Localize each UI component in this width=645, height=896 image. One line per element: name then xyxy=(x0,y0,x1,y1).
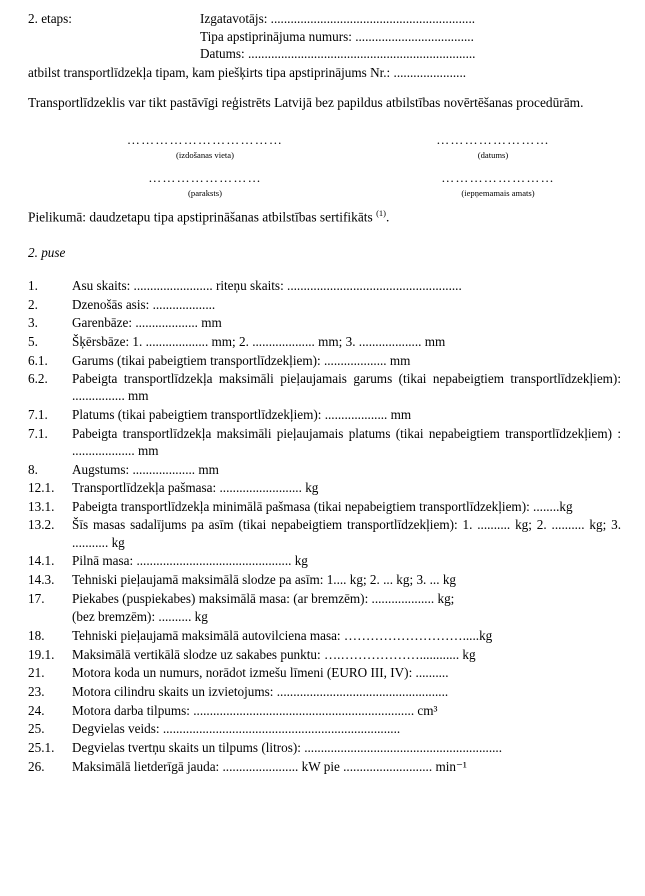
list-item xyxy=(28,406,621,423)
issue-place-dots: …………………………… xyxy=(126,131,284,147)
annex-text: Pielikumā: daudzetapu tipa apstiprināšanas atbilstības sertifikāts xyxy=(28,209,377,225)
item-text: Degvielas tvertņu skaits un tilpums (litros): ............................................................ xyxy=(72,739,503,755)
item-text: Pabeigta transportlīdzekļa maksimāli pieļaujamais platums (tikai nepabeigtiem transportlīdzekļiem) : ................... mm xyxy=(72,425,621,458)
item-number: 18. xyxy=(28,627,45,643)
item-number: 14.3. xyxy=(28,571,55,587)
issue-place-caption: (izdošanas vieta) xyxy=(176,149,234,160)
list-item xyxy=(28,461,621,478)
item-number: 3. xyxy=(28,315,38,331)
item-text: Pilnā masa: ............................................... kg xyxy=(72,553,308,569)
stage-fields xyxy=(200,10,621,63)
item-text: (bez bremzēm): .......... kg xyxy=(72,609,208,625)
item-number: 6.1. xyxy=(28,352,48,368)
list-item xyxy=(28,664,621,681)
list-item xyxy=(28,608,621,625)
item-text: Asu skaits: ........................ riteņu skaits: ..................................................... xyxy=(72,277,462,293)
item-text: Pabeigta transportlīdzekļa minimālā pašmasa (tikai nepabeigtiem transportlīdzekļiem): ........kg xyxy=(72,498,573,514)
conformity-line: atbilst transportlīdzekļa tipam, kam piešķirts tipa apstiprinājums Nr.: ...................... xyxy=(28,65,467,81)
list-item xyxy=(28,425,621,459)
list-item xyxy=(28,479,621,496)
specification-list xyxy=(28,277,621,775)
annex-end: . xyxy=(386,209,390,225)
item-number: 25. xyxy=(28,721,45,737)
type-approval-number-line: Tipa apstiprinājuma numurs: .................................... xyxy=(200,28,474,44)
list-item xyxy=(28,370,621,404)
item-number: 2. xyxy=(28,296,38,312)
date-caption: (datums) xyxy=(477,149,509,160)
list-item xyxy=(28,627,621,644)
item-text: Šķērsbāze: 1. ................... mm; 2. ................... mm; 3. ................... mm xyxy=(72,333,446,349)
item-text: Motora darba tilpums: ................................................................... cm³ xyxy=(72,702,438,718)
item-text: Motora koda un numurs, norādot izmešu līmeni (EURO III, IV): .......... xyxy=(72,665,449,681)
registration-paragraph: Transportlīdzeklis var tikt pastāvīgi reģistrēts Latvijā bez papildus atbilstības novērtēšanas procedūrām. xyxy=(28,95,584,111)
item-text: Tehniski pieļaujamā maksimālā slodze pa asīm: 1.... kg; 2. ... kg; 3. ... kg xyxy=(72,571,457,587)
signature-caption: (paraksts) xyxy=(188,187,222,198)
item-text: Piekabes (puspiekabes) maksimālā masa: (ar bremzēm): ................... kg; xyxy=(72,590,455,606)
list-item xyxy=(28,739,621,756)
list-item xyxy=(28,590,621,607)
item-number: 13.1. xyxy=(28,498,55,514)
item-text: Maksimālā vertikālā slodze uz sakabes punktu: ….………………............ kg xyxy=(72,646,476,662)
list-item xyxy=(28,333,621,350)
list-item xyxy=(28,758,621,775)
item-text: Platums (tikai pabeigtiem transportlīdzekļiem): ................... mm xyxy=(72,407,412,423)
stage-block xyxy=(28,10,621,63)
item-number: 23. xyxy=(28,683,45,699)
item-number: 19.1. xyxy=(28,646,55,662)
item-number: 12.1. xyxy=(28,480,55,496)
item-text: Tehniski pieļaujamā maksimālā autovilciena masa: ……………………….....kg xyxy=(72,627,493,643)
list-item xyxy=(28,296,621,313)
position-caption: (iepņemamais amats) xyxy=(461,187,535,198)
list-item xyxy=(28,552,621,569)
item-number: 8. xyxy=(28,461,38,477)
signature-field xyxy=(120,170,290,199)
signature-dots: …………………… xyxy=(148,169,262,185)
list-item xyxy=(28,702,621,719)
item-number: 25.1. xyxy=(28,739,55,755)
item-text: Garums (tikai pabeigtiem transportlīdzekļiem): ................... mm xyxy=(72,352,411,368)
list-item xyxy=(28,498,621,515)
stage-label: 2. etaps: xyxy=(28,11,72,26)
item-number: 6.2. xyxy=(28,371,48,387)
item-number: 1. xyxy=(28,277,38,293)
item-number: 13.2. xyxy=(28,517,55,533)
item-text: Transportlīdzekļa pašmasa: ......................... kg xyxy=(72,480,319,496)
list-item xyxy=(28,646,621,663)
list-item xyxy=(28,314,621,331)
item-number: 7.1. xyxy=(28,425,48,441)
item-text: Dzenošās asis: ................... xyxy=(72,296,216,312)
item-text: Degvielas veids: ........................................................................ xyxy=(72,721,401,737)
annex-footnote-marker: (1) xyxy=(376,207,386,218)
item-number: 14.1. xyxy=(28,553,55,569)
date-field xyxy=(408,132,578,161)
item-text: Pabeigta transportlīdzekļa maksimāli pieļaujamais garums (tikai nepabeigtiem transportlīdzekļiem): ................ mm xyxy=(72,371,621,404)
date-line: Datums: ..................................................................... xyxy=(200,46,476,62)
item-text: Garenbāze: ................... mm xyxy=(72,315,222,331)
page-side-title: 2. puse xyxy=(28,244,66,260)
item-number: 21. xyxy=(28,665,45,681)
item-text: Maksimālā lietderīgā jauda: ....................... kW pie ........................... min⁻¹ xyxy=(72,758,467,774)
item-number: 24. xyxy=(28,702,45,718)
annex-line xyxy=(28,208,621,226)
position-field xyxy=(403,170,593,199)
item-number: 26. xyxy=(28,758,45,774)
list-item xyxy=(28,277,621,294)
list-item xyxy=(28,571,621,588)
item-number: 5. xyxy=(28,333,38,349)
manufacturer-line: Izgatavotājs: .............................................................. xyxy=(200,11,476,26)
signature-area xyxy=(28,132,621,204)
list-item xyxy=(28,516,621,550)
date-dots: …………………… xyxy=(436,131,550,147)
position-dots: …………………… xyxy=(441,169,555,185)
item-text: Šīs masas sadalījums pa asīm (tikai nepabeigtiem transportlīdzekļiem): 1. .......... kg; 2. .......... kg; 3. ........... kg xyxy=(72,517,621,550)
list-item xyxy=(28,683,621,700)
issue-place-field xyxy=(120,132,290,161)
list-item xyxy=(28,352,621,369)
item-text: Motora cilindru skaits un izvietojums: .................................................... xyxy=(72,683,449,699)
list-item xyxy=(28,720,621,737)
item-text: Augstums: ................... mm xyxy=(72,461,219,477)
item-number: 17. xyxy=(28,590,45,606)
item-number: 7.1. xyxy=(28,407,48,423)
